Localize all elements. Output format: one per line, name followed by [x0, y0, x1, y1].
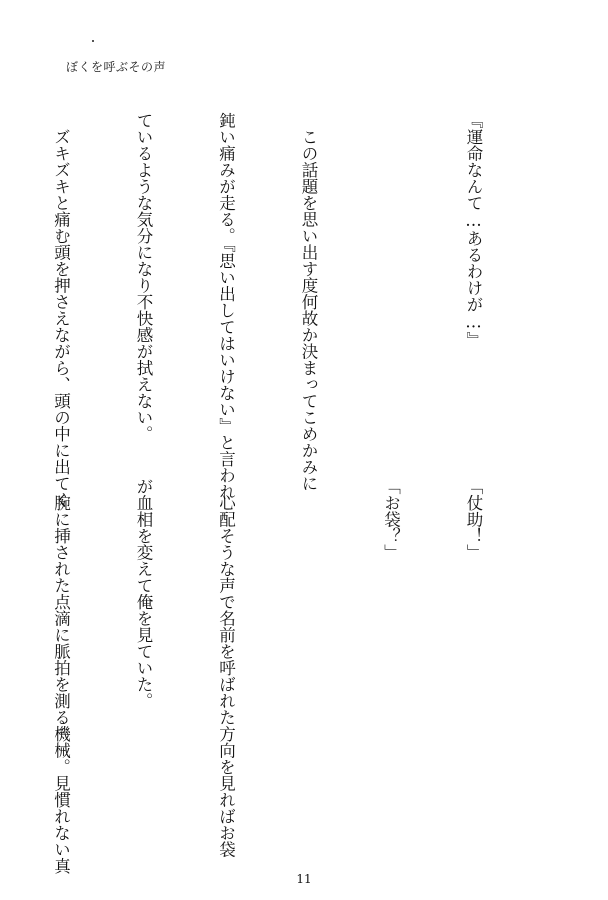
text-line: 『運命なんて…あるわけが…』: [464, 112, 483, 348]
text-line: [295, 478, 323, 856]
lower-text-block: [0, 478, 542, 874]
text-line: 心配そうな声で名前を呼ばれた方向を見ればお袋: [216, 478, 236, 858]
running-title: ぼくを呼ぶその声: [66, 60, 167, 74]
text-line: 鈍い痛みが走る。『思い出してはいけない』と言われ: [216, 112, 236, 500]
dialogue-line: 「お袋？」: [381, 478, 401, 561]
page-number: 11: [296, 872, 312, 886]
text-line: ズキズキと痛む頭を押さえながら、頭の中に出てく: [51, 112, 71, 508]
text-line: 腕に挿された点滴に脈拍を測る機械。見慣れない真: [51, 478, 71, 874]
text-line: [377, 112, 405, 490]
upper-text-block: [0, 112, 542, 508]
text-line: が血相を変えて俺を見ていた。: [134, 478, 153, 709]
text-line: この話題を思い出す度何故か決まってこめかみに: [299, 112, 318, 492]
text-line: ているような気分になり不快感が拭えない。: [134, 112, 153, 442]
printer-mark: [92, 40, 94, 42]
dialogue-line: 「仗助！」: [464, 478, 483, 561]
